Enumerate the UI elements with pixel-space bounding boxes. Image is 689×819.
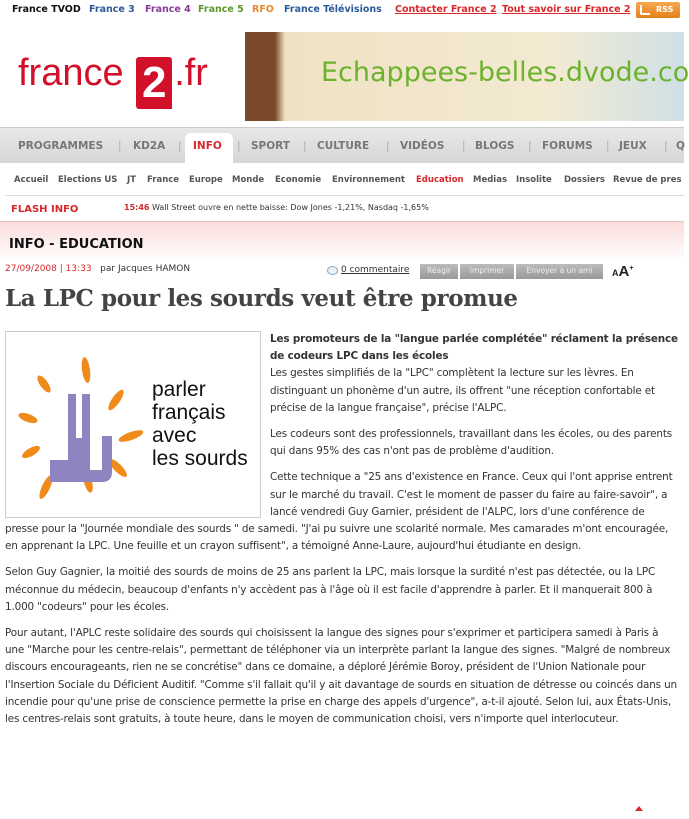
- subnav-economie[interactable]: Economie: [275, 175, 322, 185]
- subnav-france[interactable]: France: [147, 175, 180, 185]
- react-button[interactable]: Réagir: [420, 264, 459, 279]
- nav-culture[interactable]: CULTURE: [317, 140, 370, 152]
- article-lead: Les promoteurs de la "langue parlée complétée" réclament la présence de codeurs LPC dans les écoles: [270, 333, 678, 363]
- link-france-3[interactable]: France 3: [89, 4, 135, 15]
- link-about[interactable]: Tout savoir sur France 2: [502, 4, 631, 15]
- nav-info[interactable]: INFO: [193, 140, 222, 152]
- subnav-europe[interactable]: Europe: [189, 175, 223, 185]
- nav-forums[interactable]: FORUMS: [542, 140, 593, 152]
- france2-logo[interactable]: france 2 .fr: [18, 52, 208, 107]
- nav-blogs[interactable]: BLOGS: [475, 140, 515, 152]
- link-france-tvod[interactable]: France TVOD: [12, 4, 81, 15]
- article-date: 27/09/2008 | 13:33: [5, 264, 92, 274]
- nav-kd2a[interactable]: KD2A: [133, 140, 166, 152]
- subnav-jt[interactable]: JT: [127, 175, 136, 185]
- article-paragraph: Cette technique a "25 ans d'existence en France. Ceux qui l'ont apprise entrent sur le marché du travail. C'est le moment de passer du faire au faire-savoir", a lancé vendredi Guy Garnier, président de l'ALPC, lors d'une conférence de presse pour la "Journée mondiale des sourds " de samedi. "J'ai pu suivre une scolarité normale. Mes camarades m'ont encouragée, en apprenant la LPC. Une feuille et un crayon suffisent", a témoigné Anne-Laure, aujourd'hui étudiante en design.: [5, 471, 673, 553]
- article-paragraph: Les codeurs sont des professionnels, travaillant dans les écoles, ou des parents qui dans 95% des cas n'ont pas de problème d'audition.: [270, 428, 673, 458]
- nav-more[interactable]: Q: [676, 140, 685, 152]
- rss-icon: [640, 5, 650, 15]
- flash-info-item[interactable]: 15:46 Wall Street ouvre en nette baisse: Dow Jones -1,21%, Nasdaq -1,65%: [124, 203, 429, 212]
- link-rfo[interactable]: RFO: [252, 4, 274, 15]
- article-paragraph: Les gestes simplifiés de la "LPC" complètent la lecture sur les lèvres. En distinguant un phonème d'un autre, ils offrent "une réception confortable et précise de la langue française", précise l'ALPC.: [270, 367, 655, 414]
- sub-nav: [5, 163, 684, 196]
- subnav-environnement[interactable]: Environnement: [332, 175, 405, 185]
- rss-label: RSS: [656, 5, 674, 14]
- article-author: par Jacques HAMON: [100, 264, 191, 274]
- link-france-televisions[interactable]: France Télévisions: [284, 4, 382, 15]
- flash-info-bar: [0, 197, 684, 222]
- article-meta: [5, 264, 190, 274]
- nav-programmes[interactable]: PROGRAMMES: [18, 140, 104, 152]
- article-body: [5, 331, 680, 737]
- article-title: La LPC pour les sourds veut être promue: [5, 285, 518, 312]
- send-to-friend-button[interactable]: Envoyer à un ami: [516, 264, 604, 279]
- flash-info-label: FLASH INFO: [11, 204, 79, 215]
- svg-text:parler: parler: [152, 378, 206, 401]
- article-paragraph: Selon Guy Gagnier, la moitié des sourds de moins de 25 ans parlent la LPC, mais lorsque la surdité n'est pas détectée, ou la LPC méconnue du médecin, beaucoup d'enfants n'y accèdent pas à l'âge où il est facile d'apprendre à parler. Et il manquerait 800 à 1.000 "codeurs" pour les écoles.: [5, 566, 656, 613]
- link-contact[interactable]: Contacter France 2: [395, 4, 497, 15]
- subnav-insolite[interactable]: Insolite: [516, 175, 552, 185]
- nav-jeux[interactable]: JEUX: [619, 140, 647, 152]
- link-france-4[interactable]: France 4: [145, 4, 191, 15]
- font-size-button[interactable]: AA+: [612, 263, 634, 280]
- rss-button[interactable]: [636, 2, 680, 18]
- subnav-revue-de-presse[interactable]: Revue de pres: [613, 175, 682, 185]
- banner-text: Echappees-belles.dvode.co: [321, 57, 689, 88]
- subnav-medias[interactable]: Medias: [473, 175, 508, 185]
- svg-text:les sourds: les sourds: [152, 447, 248, 470]
- main-nav: PROGRAMMES | KD2A | INFO | SPORT | CULTURE | VIDÉOS | BLOGS | FORUMS | JEUX | Q: [0, 127, 684, 163]
- subnav-elections-us[interactable]: Elections US: [58, 175, 118, 185]
- back-to-top-arrow-icon[interactable]: [635, 806, 643, 811]
- subnav-monde[interactable]: Monde: [232, 175, 265, 185]
- top-links-bar: [0, 0, 684, 20]
- ad-banner[interactable]: [245, 32, 689, 121]
- subnav-accueil[interactable]: Accueil: [14, 175, 49, 185]
- article-paragraph: Pour autant, l'APLC reste solidaire des sourds qui choisissent la langue des signes pour s'exprimer et participera samedi à Paris à une "Marche pour les centre-relais", permettant de téléphoner via un interprète parlant la langue des signes. "Malgré de nombreux discours encourageants, rien ne se concrétise" dans ce domaine, a déploré Jérémie Boroy, président de l'Union Nationale pour l'Insertion Sociale du Déficient Auditif. "Comme s'il fallait qu'il y ait davantage de sourds en situation de détresse ou coincés dans un incendie pour qu'une prise de conscience permette la prise en charge des appels d'urgence", a-t-il ajouté. Selon lui, aux États-Unis, les centres-relais sont gratuits, à toute heure, dans le moyen de communication choisi, vers n'importe quel interlocuteur.: [5, 627, 677, 726]
- section-title: INFO - EDUCATION: [9, 237, 144, 252]
- svg-text:français: français: [152, 401, 226, 424]
- nav-videos[interactable]: VIDÉOS: [400, 140, 445, 152]
- link-france-5[interactable]: France 5: [198, 4, 244, 15]
- print-button[interactable]: Imprimer: [460, 264, 515, 279]
- comment-bubble-icon: [327, 266, 338, 275]
- subnav-dossiers[interactable]: Dossiers: [564, 175, 605, 185]
- comments-link[interactable]: 0 commentaire: [327, 265, 409, 275]
- svg-text:avec: avec: [152, 424, 197, 447]
- nav-sport[interactable]: SPORT: [251, 140, 290, 152]
- subnav-education[interactable]: Education: [416, 175, 464, 185]
